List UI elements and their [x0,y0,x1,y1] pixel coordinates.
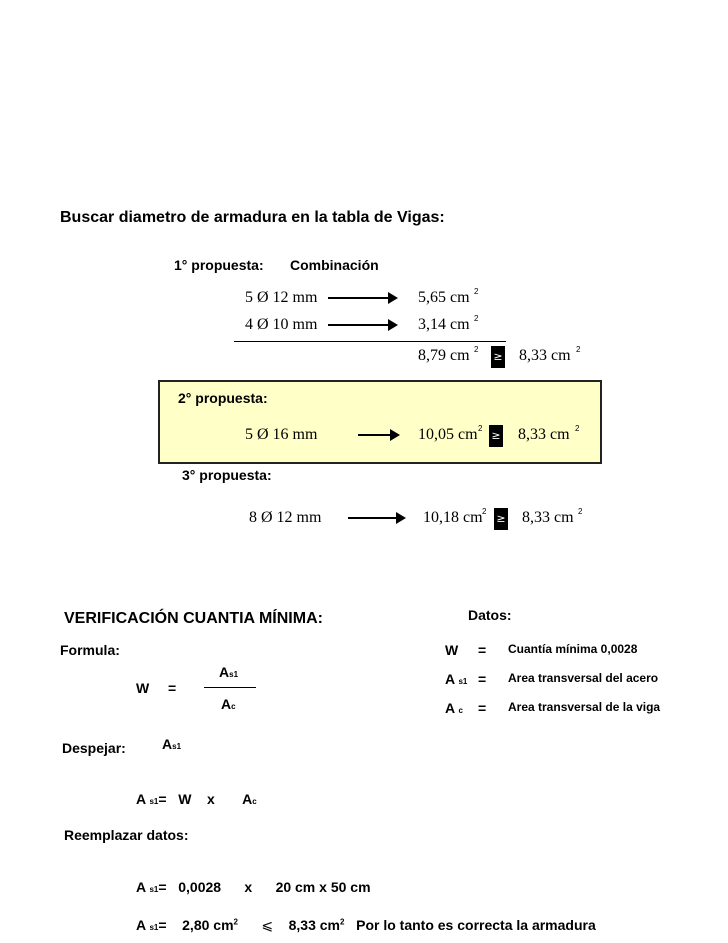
despejar-var: As1 [162,736,182,752]
p1-bars-2: 4 Ø 10 mm [245,316,318,333]
formula-label: Formula: [60,642,120,658]
datos-var-as1: A s1 [445,671,468,687]
arrow-icon [328,324,396,326]
greater-equal-icon: ≥ [494,508,508,530]
proposal-3-label: 3° propuesta: [182,467,272,483]
arrow-icon [348,517,404,519]
p3-required-area: 8,33 cm [522,509,574,526]
p3-area: 10,18 cm [423,509,483,526]
despejar-label: Despejar: [62,740,126,756]
fraction-bar [204,687,256,688]
formula-eq: = [168,680,177,696]
result-line: A s1= 2,80 $cm^2$ ⩽ 8,33 $cm^2$ Por lo tanto es correcta la armadura [136,917,596,933]
formula-numerator: As1 [219,664,239,680]
formula-w: W [136,680,150,696]
p2-area: 10,05 cm [418,426,478,443]
substitution-line: A s1= 0,0028 x 20 cm x 50 cm [136,879,371,895]
combination-label: Combinación [290,257,379,273]
p3-bars: 8 Ø 12 mm [249,509,322,526]
p2-bars: 5 Ø 16 mm [245,426,318,443]
p1-required-exp: 2 [576,345,581,354]
sum-line [234,341,506,342]
p2-required-area: 8,33 cm [518,426,570,443]
verification-title: VERIFICACIÓN CUANTIA MÍNIMA: [64,610,323,627]
proposal-1-label: 1° propuesta: [174,257,264,273]
p1-bars-1: 5 Ø 12 mm [245,289,318,306]
p1-total-area: 8,79 cm [418,347,470,364]
p1-area-2-exp: 2 [474,314,479,323]
datos-eq: = [478,700,487,716]
p3-required-exp: 2 [578,507,583,516]
p1-total-exp: 2 [474,345,479,354]
p1-required-area: 8,33 cm [519,347,571,364]
arrow-icon [358,434,398,436]
p3-area-exp: 2 [482,507,487,516]
reemplazar-label: Reemplazar datos: [64,827,189,843]
section-heading: Buscar diametro de armadura en la tabla de Vigas: [60,209,445,226]
greater-equal-icon: ≥ [489,425,503,447]
datos-desc-w: Cuantía mínima 0,0028 [508,642,638,656]
formula-denominator: Ac [221,696,236,712]
p1-area-1-exp: 2 [474,287,479,296]
datos-title: Datos: [468,607,512,623]
datos-eq: = [478,642,487,658]
datos-var-w: W [445,642,459,658]
conclusion: Por lo tanto es correcta la armadura [356,917,596,933]
p2-area-exp: 2 [478,424,483,433]
greater-equal-icon: ≥ [491,346,505,368]
as1-formula: A s1= W x Ac [136,791,257,807]
proposal-2-label: 2° propuesta: [178,390,268,406]
datos-eq: = [478,671,487,687]
p2-required-exp: 2 [575,424,580,433]
p1-area-1: 5,65 cm [418,289,470,306]
p1-area-2: 3,14 cm [418,316,470,333]
datos-var-ac: A c [445,700,463,716]
datos-desc-as1: Area transversal del acero [508,671,659,685]
datos-desc-ac: Area transversal de la viga [508,700,661,714]
arrow-icon [328,297,396,299]
